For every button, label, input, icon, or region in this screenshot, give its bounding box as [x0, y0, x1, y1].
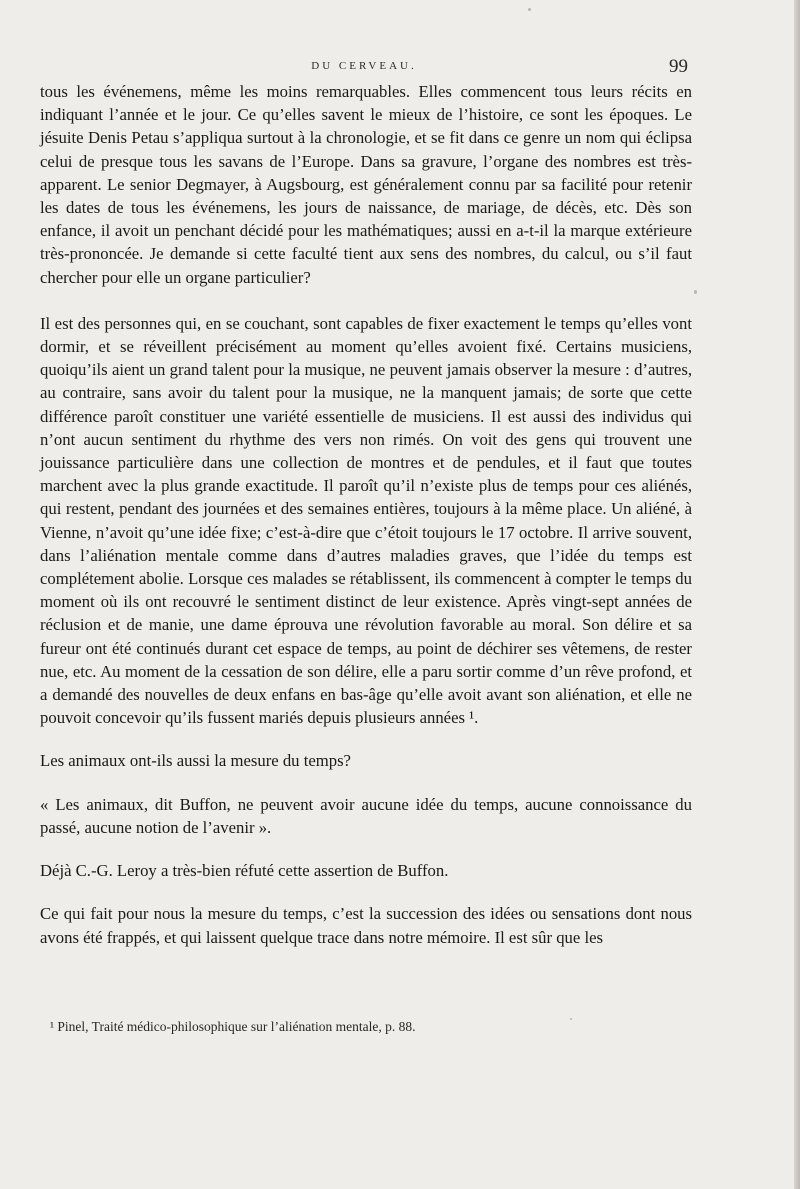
paragraph-6: Ce qui fait pour nous la mesure du temps, c’est la succession des idées ou sensations dont nous avons été frappés, et qui laissent quelque trace dans notre mémoire. Il est sûr que les: [40, 904, 692, 947]
footnote: ¹ Pinel, Traité médico-philosophique sur l’aliénation mentale, p. 88.: [50, 1019, 416, 1034]
paper-speck: [528, 8, 531, 11]
paper-speck: [570, 1018, 572, 1020]
paragraph-2: Il est des personnes qui, en se couchant, sont capables de fixer exactement le temps qu’elles vont dormir, et se réveillent précisément au moment qu’elles avoient fixé. Certains musiciens, quoiqu’ils aient un grand talent pour la musique, ne peuvent jamais observer la mesure : d’autres, au contraire, sans avoir du talent pour la musique, ne la manquent jamais; de sorte que cette différence paroît constituer une variété essentielle de musiciens. Il est aussi des individus qui n’ont aucun sentiment du rhythme des vers non rimés. On voit des gens qui trouvent une jouissance particulière dans une collection de montres et de pendules, et il faut que toutes marchent avec la plus grande exactitude. Il paroît qu’il n’existe plus de temps pour ces aliénés, qui restent, pendant des journées et des semaines entières, toujours à la même place. Un aliéné, à Vienne, n’avoit qu’une idée fixe; c’est-à-dire que c’étoit toujours le 17 octobre. Il arrive souvent, dans l’aliénation mentale comme dans d’autres maladies graves, que l’idée du temps est complétement abolie. Lorsque ces malades se rétablissent, ils commencent à compter le temps du moment où ils ont recouvré le sentiment distinct de leur existence. Après vingt-sept années de réclusion et de manie, une dame éprouva une révolution favorable au moral. Son délire et sa fureur ont été continués durant cet espace de temps, au point de déchirer ses vêtemens, de rester nue, etc. Au moment de la cessation de son délire, elle a paru sortir comme d’un rêve profond, et a demandé des nouvelles de deux enfans en bas-âge qu’elle avoit avant son aliénation, et elle ne pouvoit concevoir qu’ils fussent mariés depuis plusieurs années ¹.: [40, 313, 692, 728]
paragraph-3: Les animaux ont-ils aussi la mesure du temps?: [40, 751, 351, 771]
paragraph-5: Déjà C.-G. Leroy a très-bien réfuté cette assertion de Buffon.: [40, 861, 449, 881]
paper-speck: [694, 290, 697, 294]
body-text: [40, 80, 692, 949]
running-title: DU CERVEAU.: [311, 60, 417, 72]
paragraph-1: tous les événemens, même les moins remarquables. Elles commencent tous leurs récits en indiquant l’année et le jour. Ce qu’elles savent le mieux de l’histoire, ce sont les époques. Le jésuite Denis Petau s’appliqua surtout à la chronologie, et se fit dans ce genre un nom qui éclipsa celui de presque tous les savans de l’Europe. Dans sa gravure, l’organe des nombres est très-apparent. Le senior Degmayer, à Augsbourg, est généralement connu par sa facilité pour retenir les dates de tous les événemens, les jours de naissance, de mariage, de décès, etc. Dès son enfance, il avoit un penchant décidé pour les mathématiques; aussi en a-t-il la marque extérieure très-prononcée. Je demande si cette faculté tient aux sens des nombres, du calcul, ou s’il faut chercher pour elle un organe particulier?: [40, 82, 692, 287]
footnote-rule: [40, 1010, 160, 1011]
page-number: 99: [669, 56, 688, 77]
paragraph-4: « Les animaux, dit Buffon, ne peuvent avoir aucune idée du temps, aucune connoissance du passé, aucune notion de l’avenir ».: [40, 794, 692, 837]
